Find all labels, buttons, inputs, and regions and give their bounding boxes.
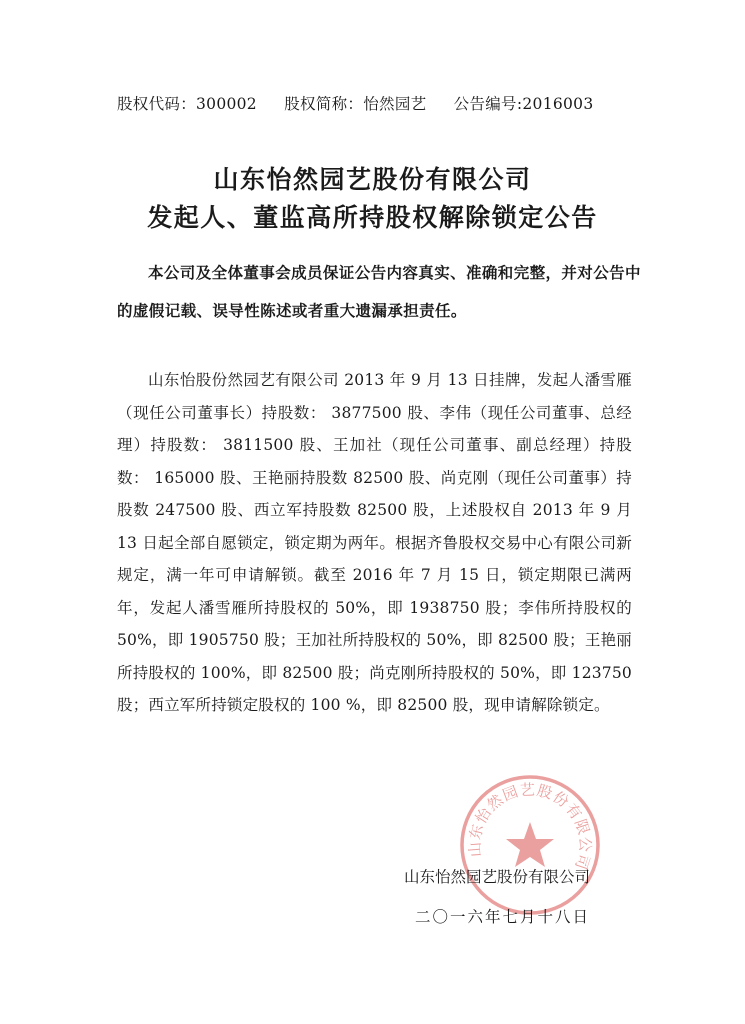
announcement-header xyxy=(117,92,594,114)
announcement-title: 发起人、董监高所持股权解除锁定公告 xyxy=(147,203,598,232)
company-title: 山东怡然园艺股份有限公司 xyxy=(213,165,532,194)
company-seal-icon xyxy=(455,770,605,920)
seal-text: 山东怡然园艺股份有限公司 xyxy=(465,780,595,873)
stock-code: 股权代码：300002 xyxy=(117,95,257,113)
board-declaration: 本公司及全体董事会成员保证公告内容真实、准确和完整，并对公告中的虚假记载、误导性陈述或者重大遗漏承担责任。 xyxy=(117,264,641,320)
announcement-number: 公告编号:2016003 xyxy=(453,95,594,113)
announcement-body: 山东怡股份然园艺有限公司 2013 年 9 月 13 日挂牌，发起人潘雪雁（现任公司董事长）持股数： 3877500 股、李伟（现任公司董事、总经理）持股数： 3811500 股、王加社（现任公司董事、副总经理）持股数： 165000 股、王艳丽持股数 82500 股、尚克刚（现任公司董事）持股数 247500 股、西立军持股数 82500 股，上述股权自 2013 年 9 月 13 日起全部自愿锁定，锁定期为两年。根据齐鲁股权交易中心有限公司新规定，满一年可申请解锁。截至 2016 年 7 月 15 日，锁定期限已满两年，发起人潘雪雁所持股权的 50%，即 1938750 股；李伟所持股权的 50%，即 1905750 股；王加社所持股权的 50%，即 82500 股；王艳丽所持股权的 100%，即 82500 股；尚克刚所持股权的 50%，即 123750 股；西立军所持锁定股权的 100 %，即 82500 股，现申请解除锁定。 xyxy=(117,371,632,714)
signature-date: 二〇一六年七月十八日 xyxy=(414,908,590,926)
signature-company: 山东怡然园艺股份有限公司 xyxy=(403,868,590,886)
stock-abbreviation: 股权简称：怡然园艺 xyxy=(284,95,427,113)
